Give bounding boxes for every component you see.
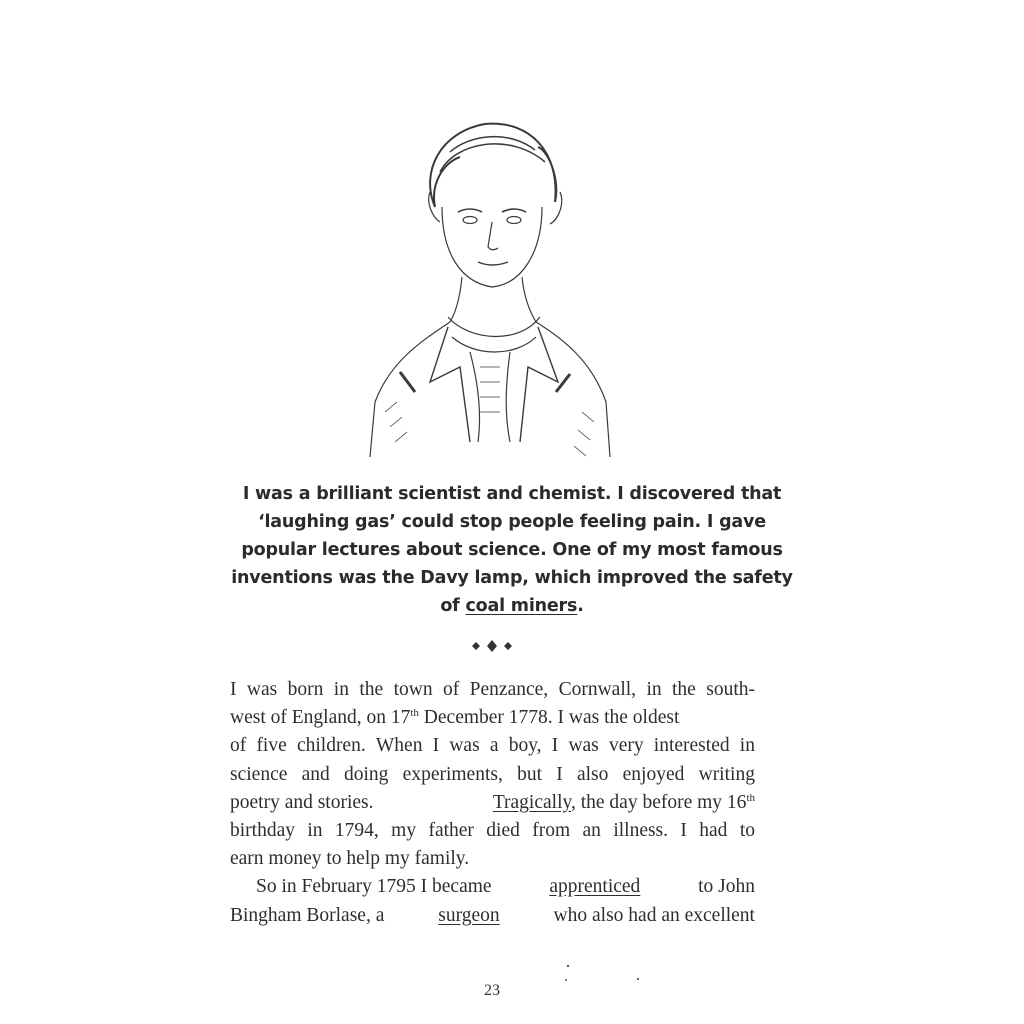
word: an [582, 819, 601, 841]
intro-text: of [440, 596, 466, 616]
word: in [646, 679, 662, 700]
word: had [699, 819, 728, 841]
word: children. [296, 735, 366, 757]
intro-line [222, 592, 802, 620]
word: Penzance, [469, 679, 549, 700]
word: the [672, 679, 696, 700]
text-run: to John [698, 876, 755, 898]
glossary-term-coal-miners: coal miners [465, 596, 578, 616]
word: a [489, 735, 499, 757]
word: very [608, 735, 644, 757]
word: died [486, 819, 520, 841]
word: When [375, 735, 423, 757]
word: in [333, 679, 349, 700]
text-run: earn money to help my family. [230, 848, 470, 870]
word: boy, [508, 735, 542, 757]
text-run: Bingham Borlase, a [230, 904, 385, 926]
text-run: west of England, on 17 [230, 707, 411, 729]
word: I [230, 679, 237, 700]
word: the [359, 679, 384, 700]
word: was [449, 735, 480, 757]
word: interested [653, 735, 730, 757]
body-text [230, 676, 755, 930]
word: I [432, 735, 440, 757]
text-line [230, 676, 755, 704]
intro-line: inventions was the Davy lamp, which improved the safety [231, 568, 793, 588]
word: writing [698, 763, 755, 785]
word: from [532, 819, 571, 841]
diamond-ornament-icon [462, 636, 522, 656]
text-line [230, 902, 755, 930]
intro-line: ‘laughing gas’ could stop people feeling pain. I gave [258, 512, 766, 532]
word: Cornwall, [558, 679, 637, 700]
word: I [680, 819, 687, 841]
text-line [230, 873, 755, 901]
text-run: December 1778. I was the oldest [418, 707, 680, 729]
text-line [230, 817, 755, 845]
word: also [576, 763, 609, 785]
text-run: poetry and stories. [230, 791, 374, 813]
word: birthday [230, 819, 295, 841]
word: my [391, 819, 417, 841]
word: born [287, 679, 324, 700]
intro-text: . [577, 596, 584, 616]
word: five [256, 735, 287, 757]
glossary-term-apprenticed: apprenticed [549, 876, 641, 898]
text-line [230, 704, 755, 732]
word: and [301, 763, 330, 785]
glossary-term-surgeon: surgeon [438, 904, 500, 926]
word: was [246, 679, 278, 700]
text-line [230, 761, 755, 789]
ordinal-suffix: th [746, 791, 755, 804]
word: but [517, 763, 543, 785]
intro-line: popular lectures about science. One of my most famous [241, 540, 783, 560]
text-line [230, 789, 755, 817]
word: in [739, 735, 755, 757]
word: I [556, 763, 563, 785]
text-run: So in February 1795 I became [256, 876, 492, 898]
word: of [443, 679, 460, 700]
word: to [739, 819, 755, 841]
text-run: , the day before my 16 [570, 791, 747, 813]
word: father [428, 819, 474, 841]
page-number: 23 [484, 982, 500, 999]
word: south- [706, 679, 755, 700]
intro-line: I was a brilliant scientist and chemist. I discovered that [242, 484, 782, 504]
scan-specks [560, 960, 650, 990]
humphry-davy-portrait-illustration [360, 112, 620, 462]
word: 1794, [334, 819, 379, 841]
intro-summary [222, 480, 802, 620]
text-run: who also had an excellent [553, 904, 755, 926]
word: in [307, 819, 323, 841]
word: of [230, 735, 247, 757]
word: doing [344, 763, 389, 785]
ordinal-suffix: th [410, 707, 419, 720]
word: I [551, 735, 559, 757]
word: experiments, [402, 763, 503, 785]
text-line [230, 732, 755, 760]
word: was [568, 735, 599, 757]
word: enjoyed [622, 763, 685, 785]
text-line [230, 845, 755, 873]
word: illness. [613, 819, 669, 841]
word: science [230, 763, 288, 785]
glossary-term-tragically: Tragically [492, 791, 571, 813]
word: town [393, 679, 433, 700]
